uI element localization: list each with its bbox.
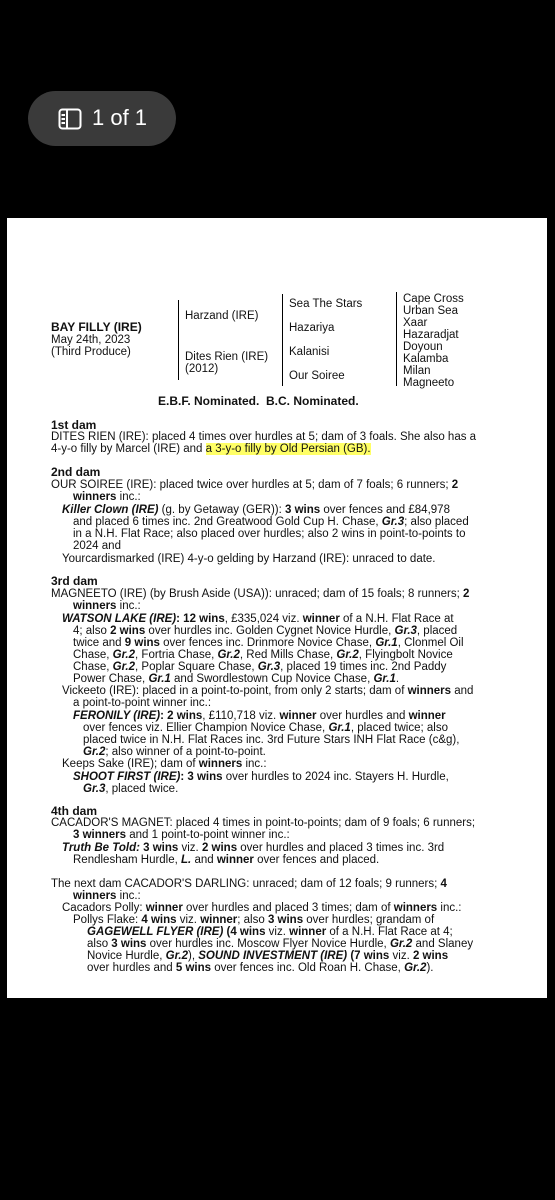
- vickeeto-line-2: a point-to-point winner inc.:: [73, 697, 212, 709]
- third-dam-heading: 3rd dam: [51, 574, 98, 588]
- cacadors-polly-line: Cacadors Polly: winner over hurdles and placed 3 times; dam of winners inc.:: [62, 902, 462, 914]
- fourth-dam-line-2: 3 winners and 1 point-to-point winner inc.:: [73, 829, 290, 841]
- keeps-sake-line: Keeps Sake (IRE); dam of winners inc.:: [62, 758, 267, 770]
- feronily-line-4: Gr.2; also winner of a point-to-point.: [83, 746, 266, 758]
- killer-clown-line-1: Killer Clown (IRE) (g. by Getaway (GER)): 3 wins over fences and £84,978: [62, 504, 450, 516]
- watson-lake-line-2: 4; also 2 wins over hurdles inc. Golden Cygnet Novice Hurdle, Gr.3, placed: [73, 625, 458, 637]
- feronily-line-2: over fences viz. Ellier Champion Novice Chase, Gr.1, placed twice; also: [83, 722, 448, 734]
- feronily-line-1: FERONILY (IRE): 2 wins, £110,718 viz. winner over hurdles and winner: [73, 710, 446, 722]
- page-counter-label: 1 of 1: [92, 105, 148, 130]
- gen3-5: Kalamba: [403, 353, 449, 365]
- gagewell-line-1: GAGEWELL FLYER (IRE) (4 wins viz. winner of a N.H. Flat Race at 4;: [87, 926, 453, 938]
- truth-be-told-line-2: Rendlesham Hurdle, L. and winner over fences and placed.: [73, 854, 380, 866]
- dam-name: Dites Rien (IRE): [185, 351, 269, 363]
- watson-lake-line-1: WATSON LAKE (IRE): 12 wins, £335,024 viz. winner of a N.H. Flat Race at: [62, 613, 454, 625]
- yourcardismarked-line: Yourcardismarked (IRE) 4-y-o gelding by Harzand (IRE): unraced to date.: [62, 553, 436, 565]
- gen3-6: Milan: [403, 365, 431, 377]
- page-counter-pill[interactable]: [28, 91, 176, 146]
- gen3-4: Doyoun: [403, 341, 443, 353]
- fourth-dam-line-1: CACADOR'S MAGNET: placed 4 times in point-to-points; dam of 9 foals; 6 runners;: [51, 817, 476, 829]
- truth-be-told-line-1: Truth Be Told: 3 wins viz. 2 wins over hurdles and placed 3 times inc. 3rd: [62, 842, 445, 854]
- highlighted-text: a 3-y-o filly by Old Persian (GB).: [205, 443, 371, 455]
- gen3-0: Cape Cross: [403, 293, 464, 305]
- pedigree-line-1: [178, 300, 179, 380]
- gen2-2: Kalanisi: [289, 346, 330, 358]
- shoot-first-line-1: SHOOT FIRST (IRE): 3 wins over hurdles to 2024 inc. Stayers H. Hurdle,: [73, 771, 449, 783]
- shoot-first-line-2: Gr.3, placed twice.: [83, 783, 179, 795]
- gen2-1: Hazariya: [289, 322, 335, 334]
- fourth-dam-heading: 4th dam: [51, 804, 98, 818]
- next-dam-line-1: The next dam CACADOR'S DARLING: unraced; dam of 12 foals; 9 runners; 4: [51, 878, 447, 890]
- sire-name: Harzand (IRE): [185, 310, 259, 322]
- foaled-date: May 24th, 2023: [51, 334, 131, 346]
- produce-note: (Third Produce): [51, 346, 131, 358]
- gen3-7: Magneeto: [403, 377, 455, 389]
- gen3-3: Hazaradjat: [403, 329, 459, 341]
- pollys-flake-line: Pollys Flake: 4 wins viz. winner; also 3 wins over hurdles; grandam of: [73, 914, 435, 926]
- nominations: E.B.F. Nominated. B.C. Nominated.: [158, 394, 359, 408]
- gen2-3: Our Soiree: [289, 370, 345, 382]
- second-dam-heading: 2nd dam: [51, 465, 101, 479]
- third-dam-line-1: MAGNEETO (IRE) (by Brush Aside (USA)): unraced; dam of 15 foals; 8 runners; 2: [51, 588, 470, 600]
- killer-clown-line-3: in a N.H. Flat Race; also placed over hurdles; also 2 wins in point-to-points to: [73, 528, 466, 540]
- next-dam-line-2: winners inc.:: [73, 890, 141, 902]
- first-dam-text-1: DITES RIEN (IRE): placed 4 times over hurdles at 5; dam of 3 foals. She also has a: [51, 431, 477, 443]
- first-dam-text-2: 4-y-o filly by Marcel (IRE) and a 3-y-o filly by Old Persian (GB).: [51, 443, 371, 455]
- gagewell-line-4: over hurdles and 5 wins over fences inc. Old Roan H. Chase, Gr.2).: [87, 962, 434, 974]
- document-page: [7, 218, 547, 998]
- vickeeto-line-1: Vickeeto (IRE): placed in a point-to-point, from only 2 starts; dam of winners and: [62, 685, 474, 697]
- feronily-line-3: placed twice in N.H. Flat Races inc. 3rd Future Stars INH Flat Race (c&g),: [83, 734, 460, 746]
- first-dam-heading: 1st dam: [51, 418, 97, 432]
- dam-year: (2012): [185, 363, 219, 375]
- gagewell-line-3: Novice Hurdle, Gr.2), SOUND INVESTMENT (IRE) (7 wins viz. 2 wins: [87, 950, 449, 962]
- gagewell-line-2: also 3 wins over hurdles inc. Moscow Flyer Novice Hurdle, Gr.2 and Slaney: [87, 938, 474, 950]
- killer-clown-line-2: and placed 6 times inc. 2nd Greatwood Gold Cup H. Chase, Gr.3; also placed: [73, 516, 469, 528]
- third-dam-line-2: winners inc.:: [73, 600, 141, 612]
- horse-name: BAY FILLY (IRE): [51, 320, 142, 334]
- killer-clown-line-4: 2024 and: [73, 540, 121, 552]
- gen2-0: Sea The Stars: [289, 298, 363, 310]
- pedigree-line-2: [282, 294, 283, 386]
- watson-lake-line-5: Chase, Gr.2, Poplar Square Chase, Gr.3, placed 19 times inc. 2nd Paddy: [73, 661, 447, 673]
- gen3-2: Xaar: [403, 317, 428, 329]
- watson-lake-line-4: Chase, Gr.2, Fortria Chase, Gr.2, Red Mills Chase, Gr.2, Flyingbolt Novice: [73, 649, 453, 661]
- gen3-1: Urban Sea: [403, 305, 458, 317]
- watson-lake-line-6: Power Chase, Gr.1 and Swordlestown Cup Novice Chase, Gr.1.: [73, 673, 400, 685]
- watson-lake-line-3: twice and 9 wins over fences inc. Drinmore Novice Chase, Gr.1, Clonmel Oil: [73, 637, 464, 649]
- pedigree-line-3: [396, 292, 397, 386]
- second-dam-line-1: OUR SOIREE (IRE): placed twice over hurdles at 5; dam of 7 foals; 6 runners; 2: [51, 479, 459, 491]
- second-dam-line-2: winners inc.:: [73, 491, 141, 503]
- page-list-icon: [58, 108, 82, 135]
